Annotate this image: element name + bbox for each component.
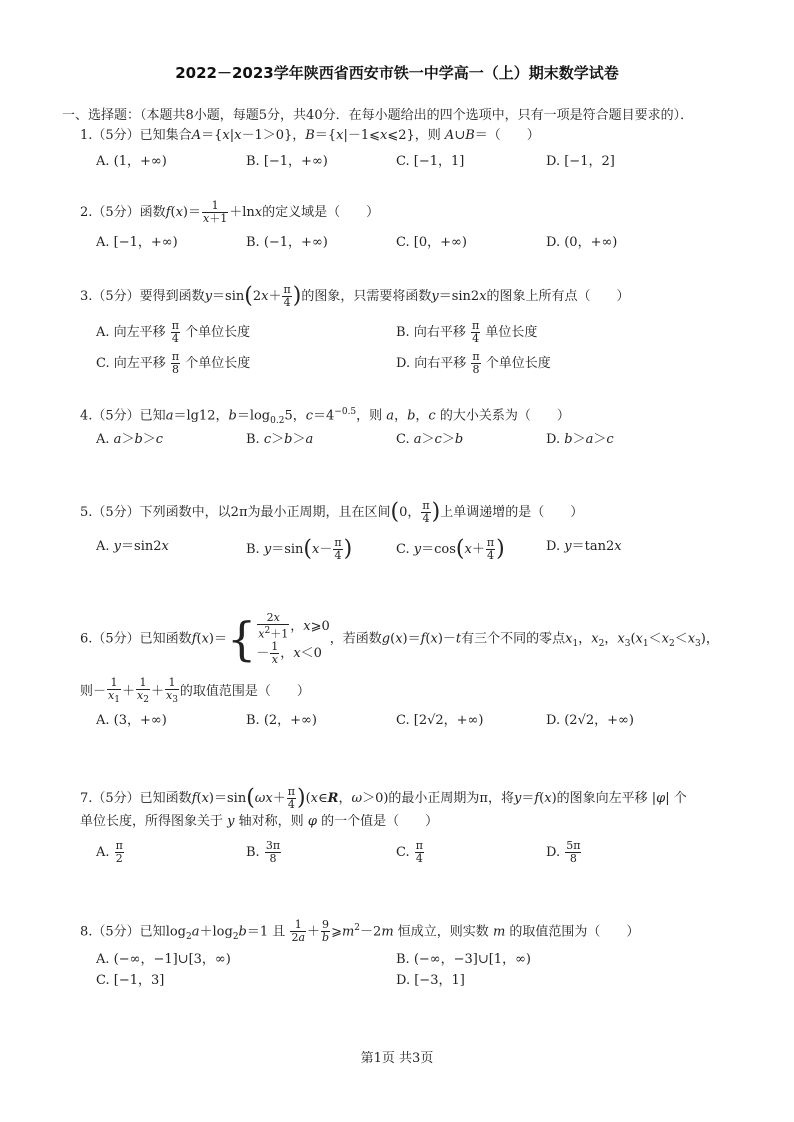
q6-option-b: B. (2，+∞) [246,713,317,728]
q4-option-d: D. b＞a＞c [546,432,614,447]
question-2: 2.（5分）函数f(x)＝ $\frac{1}{x+1}$ ＋lnx的定义域是（ ） [80,199,380,225]
q7-option-c: C. $\frac{\pi}{4}$ [396,839,423,865]
question-6-lead: 6.（5分）已知函数 [80,631,192,647]
question-3: 3.（5分）要得到函数y＝sin(2x＋ $\frac{\pi}{4}$ )的图象，只需要将函数y＝sin2x的图象上所有点（ ） [80,283,630,309]
q5-option-a: A. y＝sin2x [96,539,169,554]
q8-option-b: B. (−∞，−3]∪[1，∞) [396,952,531,967]
question-1: 1.（5分）已知集合A＝{x|x－1＞0}，B＝{x|－1⩽x⩽2}，则 A∪B＝（ ） [80,128,540,143]
q2-option-c: C. [0，+∞) [396,235,467,250]
question-6: 6.（5分）已知函数f(x)＝{ $\frac{2x}{x^2+1}$ ，x⩾0 － $\frac{1}{x}$ ，x＜0，若函数g(x)＝f(x)－t有三个不同的零点$x_1$，$x_2$，$x_3(x_1<x_2<x_3)$， [80,611,719,666]
exam-title: 2022－2023学年陕西省西安市铁一中学高一（上）期末数学试卷 [175,64,619,82]
question-8-lead: 8.（5分）已知 [80,924,166,940]
question-3-lead: 3.（5分）要得到函数 [80,289,205,304]
q7-option-a: A. $\frac{\pi}{2}$ [96,839,123,865]
q1-option-c: C. [−1，1] [396,154,465,169]
q1-option-a: A. (1，+∞) [96,154,167,169]
q6-option-c: C. [2√2，+∞) [396,713,484,728]
q3-option-c: C. 向左平移 $\frac{\pi}{8}$ 个单位长度 [96,350,251,376]
q2-option-a: A. [−1，+∞) [96,235,178,250]
q2-option-d: D. (0，+∞) [546,235,618,250]
question-4-lead: 4.（5分）已知 [80,408,166,424]
question-4: 4.（5分）已知a＝lg12，$b=\log_{0.2}5$，$c=4^{-0.5}$，则 a，b，c 的大小关系为（ ） [80,407,570,426]
question-7-mid: 的最小正周期为π，将 [388,791,514,806]
question-7: 7.（5分）已知函数f(x)＝sin(ωx＋ $\frac{\pi}{4}$ )(x∈R，ω＞0)的最小正周期为π，将y＝f(x)的图象向左平移 |φ| 个 [80,785,687,811]
q4-option-b: B. c＞b＞a [246,432,314,447]
q8-option-a: A. (−∞，−1]∪[3，∞) [96,952,231,967]
q3-option-d: D. 向右平移 $\frac{\pi}{8}$ 个单位长度 [396,350,551,376]
question-2-lead: 2.（5分）函数 [80,205,166,220]
q1-option-b: B. [−1，+∞) [246,154,328,169]
question-5: 5.（5分）下列函数中，以2π为最小正周期，且在区间(0， $\frac{\pi}{4}$ )上单调递增的是（ ） [80,499,584,525]
q5-option-c: C. y＝cos(x＋ $\frac{\pi}{4}$ ) [396,536,505,562]
question-7-lead: 7.（5分）已知函数 [80,791,192,806]
q7-option-d: D. $\frac{5\pi}{8}$ [546,839,581,865]
q6-option-a: A. (3，+∞) [96,713,167,728]
question-1-lead: 1.（5分）已知集合 [80,128,192,143]
question-5-tail: 上单调递增的是（ ） [440,505,584,520]
q5-option-d: D. y＝tan2x [546,539,622,554]
question-6-line2: 则－ $\frac{1}{x_1}$ ＋ $\frac{1}{x_2}$ ＋ $\frac{1}{x_3}$ 的取值范围是（ ） [80,676,310,706]
q8-option-d: D. [−3，1] [396,973,465,988]
question-6-tail: 有三个不同的零点 [461,631,566,647]
q3-option-b: B. 向右平移 $\frac{\pi}{4}$ 单位长度 [396,319,538,345]
question-7-line2: 单位长度，所得图象关于 y 轴对称，则 φ 的一个值是（ ） [80,814,439,829]
q6-option-d: D. (2√2，+∞) [546,713,634,728]
question-5-lead: 5.（5分）下列函数中，以2π为最小正周期，且在区间 [80,505,391,520]
q8-option-c: C. [−1，3] [96,973,165,988]
question-7-tail: 的图象向左平移 [556,791,648,806]
q2-option-b: B. (−1，+∞) [246,235,328,250]
q3-option-a: A. 向左平移 $\frac{\pi}{4}$ 个单位长度 [96,319,251,345]
question-4-tail: 的大小关系为（ ） [439,408,570,424]
question-8: 8.（5分）已知$\log_2a+\log_2b=1$ 且 $\frac{1}{2a}$ ＋ $\frac{9}{b}$ $⩾m^2-2m$ 恒成立，则实数 m 的取值范围为（ ） [80,918,640,945]
page-footer: 第1页 共3页 [360,1051,434,1066]
q7-option-b: B. $\frac{3\pi}{8}$ [246,839,281,865]
q4-option-a: A. a＞b＞c [96,432,164,447]
question-3-mid: 的图象，只需要将函数 [301,289,432,304]
section-heading: 一、选择题：（本题共8小题，每题5分，共40分．在每小题给出的四个选项中，只有一项是符合题目要求的）． [62,108,694,123]
question-2-tail: 的定义域是（ ） [262,205,380,220]
question-3-tail: 的图象上所有点（ ） [486,289,630,304]
q4-option-c: C. a＞c＞b [396,432,464,447]
question-6-mid: ，若函数 [329,631,382,647]
q5-option-b: B. y＝sin(x－ $\frac{\pi}{4}$ ) [246,536,353,562]
q1-option-d: D. [−1，2] [546,154,615,169]
